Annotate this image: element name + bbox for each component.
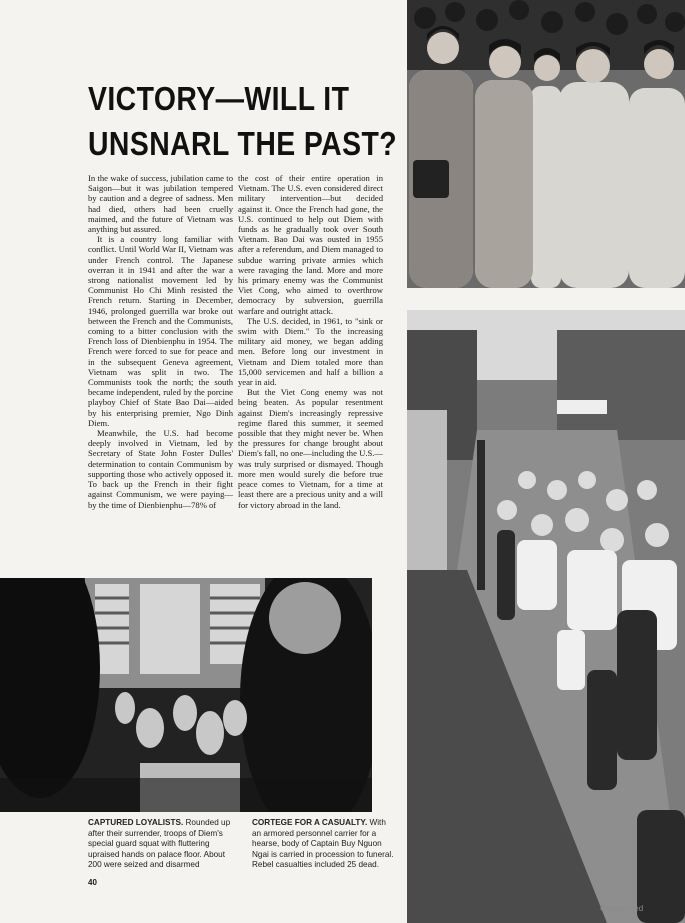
article-column-2 xyxy=(238,173,383,510)
photo-funeral-procession xyxy=(407,310,685,923)
page-number: 40 xyxy=(88,878,97,887)
photo-cheering-women xyxy=(407,0,685,288)
photo-captured-loyalists xyxy=(0,578,372,812)
headline-line-1: VICTORY—WILL IT xyxy=(88,80,350,117)
caption-heading: CORTEGE FOR A CASUALTY. xyxy=(252,818,368,827)
article-paragraph: It is a country long familiar with conflict. Until World War II, Vietnam was under French control. The Japanese overran it in 1941 and after the war a strong nationalist movement led by Communist Ho Chi Minh resisted the French return. Starting in December, 1946, prolonged guerrilla war broke out between the French and the Communists, coming to a bitter conclusion with the French loss of Dienbienphu in 1954. The French were forced to sue for peace and in the subsequent Geneva agreement, Vietnam was split in two. The Communists took the north; the south became independent, ruled by the porcine playboy Chief of State Bao Dai—aided by his enterprising premier, Ngo Dinh Diem. xyxy=(88,234,233,428)
cheering-women-image xyxy=(407,0,685,288)
copyright-watermark: Copyrighted xyxy=(600,904,644,913)
caption-captured-loyalists xyxy=(88,818,233,871)
article-paragraph: The U.S. decided, in 1961, to "sink or swim with Diem." To the increasing military aid money, we began adding men. Before long our investment in Vietnam and Diem totaled more than 15,000 servicemen and half a billion a year in aid. xyxy=(238,315,383,388)
caption-heading: CAPTURED LOYALISTS. xyxy=(88,818,184,827)
captured-loyalists-image xyxy=(0,578,372,812)
article-paragraph: In the wake of success, jubilation came to Saigon—but it was jubilation tempered by caution and a degree of sadness. Men had died, others had been cruelly maimed, and the future of Vietnam was anything but assured. xyxy=(88,173,233,235)
headline-line-2: UNSNARL THE PAST? xyxy=(88,125,397,162)
caption-body: Rounded up after their surrender, troops of Diem's special guard squat with fluttering upraised hands on palace floor. About 200 were seized and disarmed xyxy=(88,818,231,869)
headline xyxy=(88,76,397,166)
caption-body: With an armored personnel carrier for a hearse, body of Captain Buy Nguon Ngai is carried in procession to funeral. Rebel casualties included 25 dead. xyxy=(252,818,394,869)
article-paragraph: But the Viet Cong enemy was not being beaten. As popular resentment against Diem's increasingly repressive regime flared this summer, it seemed possible that they might never be. When the pressures for change brought about Diem's fall, no one—including the U.S.—was truly surprised or dismayed. Though more men would surely die before true peace comes to Vietnam, for a time at least there are a precious unity and a will for victory abroad in the land. xyxy=(238,387,383,510)
caption-cortege xyxy=(252,818,397,871)
article-paragraph: Meanwhile, the U.S. had become deeply involved in Vietnam, led by Secretary of State John Foster Dulles' determination to contain Communism by supporting those who actively opposed it. To back up the French in their fight against Communism, we were paying—by the time of Dienbienphu—78% of xyxy=(88,428,233,510)
article-column-1 xyxy=(88,173,233,510)
article-paragraph: the cost of their entire operation in Vietnam. The U.S. even considered direct military intervention—but decided against it. Once the French had gone, the U.S. continued to help out Diem with funds as he gradually took over South Vietnam. Bao Dai was ousted in 1955 after a referendum, and Diem managed to subdue warring private armies which were ravaging the land. More and more his primary enemy was the Communist Viet Cong, who aimed to overthrow democracy by subversion, guerrilla warfare and outright attack. xyxy=(238,173,383,316)
procession-image xyxy=(407,310,685,923)
